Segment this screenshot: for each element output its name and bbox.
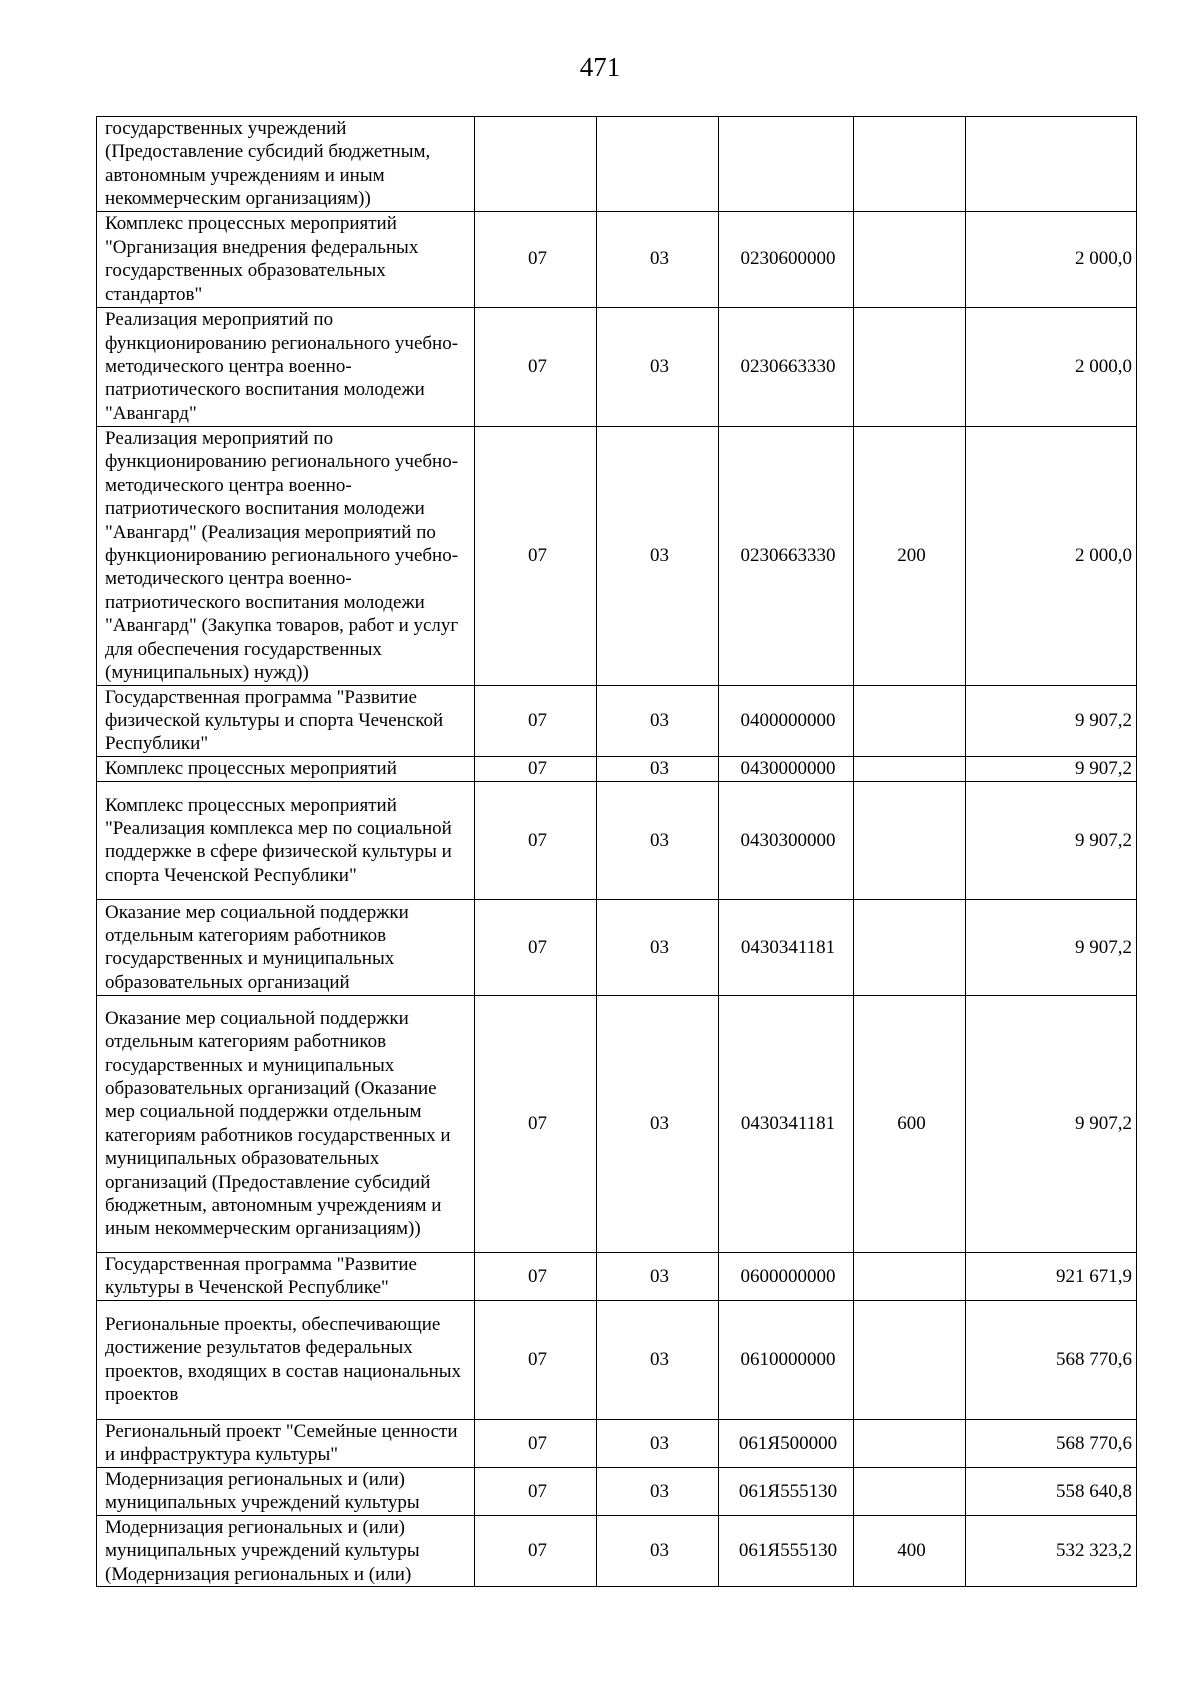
row-name: Реализация мероприятий по функционированию регионального учебно-методического центра военно-патриотического воспитания молодежи "Авангард" (Реализация мероприятий по функционированию регионального учебно-методического центра военно-патриотического воспитания молодежи "Авангард" (Закупка товаров, работ и услуг для обеспечения государственных (муниципальных) нужд)) — [97, 426, 475, 685]
row-kind: 200 — [854, 426, 966, 685]
row-subsection: 03 — [597, 1467, 719, 1515]
row-name: Оказание мер социальной поддержки отдельным категориям работников государственных и муниципальных образовательных организаций (Оказание мер социальной поддержки отдельным категориям работников государственных и муниципальных образовательных организаций (Предоставление субсидий бюджетным, автономным учреждениям и иным некоммерческим организациям)) — [97, 995, 475, 1252]
row-amount: 2 000,0 — [966, 307, 1137, 426]
row-code: 061Я500000 — [719, 1419, 854, 1467]
table-row — [97, 1252, 1137, 1300]
row-section: 07 — [475, 307, 597, 426]
row-code: 0430300000 — [719, 781, 854, 899]
row-amount: 9 907,2 — [966, 781, 1137, 899]
row-subsection: 03 — [597, 995, 719, 1252]
row-amount — [966, 117, 1137, 212]
row-name: Комплекс процессных мероприятий "Организация внедрения федеральных государственных образовательных стандартов" — [97, 211, 475, 307]
row-section: 07 — [475, 781, 597, 899]
row-amount: 568 770,6 — [966, 1300, 1137, 1419]
table-row — [97, 685, 1137, 756]
row-subsection: 03 — [597, 426, 719, 685]
row-subsection: 03 — [597, 211, 719, 307]
row-code: 061Я555130 — [719, 1515, 854, 1586]
row-code: 061Я555130 — [719, 1467, 854, 1515]
row-amount: 532 323,2 — [966, 1515, 1137, 1586]
table-row — [97, 1515, 1137, 1586]
row-code: 0430341181 — [719, 899, 854, 995]
row-name: Оказание мер социальной поддержки отдельным категориям работников государственных и муниципальных образовательных организаций — [97, 899, 475, 995]
row-subsection: 03 — [597, 1300, 719, 1419]
row-code: 0430341181 — [719, 995, 854, 1252]
row-section: 07 — [475, 1252, 597, 1300]
row-kind — [854, 685, 966, 756]
row-kind — [854, 307, 966, 426]
row-subsection: 03 — [597, 899, 719, 995]
row-amount: 2 000,0 — [966, 426, 1137, 685]
row-subsection: 03 — [597, 685, 719, 756]
page-number: 471 — [579, 52, 621, 82]
row-name: Государственная программа "Развитие физической культуры и спорта Чеченской Республики" — [97, 685, 475, 756]
row-subsection — [597, 117, 719, 212]
row-section — [475, 117, 597, 212]
table-row — [97, 995, 1137, 1252]
row-amount: 9 907,2 — [966, 756, 1137, 781]
row-code: 0600000000 — [719, 1252, 854, 1300]
row-name: Реализация мероприятий по функционированию регионального учебно-методического центра военно-патриотического воспитания молодежи "Авангард" — [97, 307, 475, 426]
row-kind: 600 — [854, 995, 966, 1252]
row-kind — [854, 1252, 966, 1300]
row-code: 0230663330 — [719, 307, 854, 426]
row-name: Модернизация региональных и (или) муниципальных учреждений культуры — [97, 1467, 475, 1515]
row-subsection: 03 — [597, 1515, 719, 1586]
table-row — [97, 211, 1137, 307]
row-kind — [854, 211, 966, 307]
row-name: Комплекс процессных мероприятий "Реализация комплекса мер по социальной поддержке в сфере физической культуры и спорта Чеченской Республики" — [97, 781, 475, 899]
row-name: Региональные проекты, обеспечивающие достижение результатов федеральных проектов, входящих в состав национальных проектов — [97, 1300, 475, 1419]
row-section: 07 — [475, 1467, 597, 1515]
row-kind: 400 — [854, 1515, 966, 1586]
row-name: Государственная программа "Развитие культуры в Чеченской Республике" — [97, 1252, 475, 1300]
row-amount: 921 671,9 — [966, 1252, 1137, 1300]
table-row — [97, 756, 1137, 781]
row-kind — [854, 117, 966, 212]
table-row — [97, 307, 1137, 426]
row-section: 07 — [475, 995, 597, 1252]
row-code: 0610000000 — [719, 1300, 854, 1419]
row-amount: 558 640,8 — [966, 1467, 1137, 1515]
row-section: 07 — [475, 1300, 597, 1419]
row-kind — [854, 756, 966, 781]
row-code: 0230600000 — [719, 211, 854, 307]
row-name: Модернизация региональных и (или) муниципальных учреждений культуры (Модернизация региональных и (или) — [97, 1515, 475, 1586]
row-kind — [854, 1467, 966, 1515]
row-subsection: 03 — [597, 756, 719, 781]
row-subsection: 03 — [597, 1252, 719, 1300]
row-amount: 9 907,2 — [966, 899, 1137, 995]
row-subsection: 03 — [597, 307, 719, 426]
table-row — [97, 899, 1137, 995]
row-section: 07 — [475, 1419, 597, 1467]
table-row — [97, 1467, 1137, 1515]
row-section: 07 — [475, 899, 597, 995]
row-name: государственных учреждений (Предоставление субсидий бюджетным, автономным учреждениям и иным некоммерческим организациям)) — [97, 117, 475, 212]
table-row — [97, 1419, 1137, 1467]
table-row — [97, 426, 1137, 685]
table-row — [97, 1300, 1137, 1419]
row-section: 07 — [475, 685, 597, 756]
row-name: Комплекс процессных мероприятий — [97, 756, 475, 781]
row-kind — [854, 899, 966, 995]
row-amount: 568 770,6 — [966, 1419, 1137, 1467]
row-code — [719, 117, 854, 212]
row-code: 0400000000 — [719, 685, 854, 756]
row-subsection: 03 — [597, 1419, 719, 1467]
row-kind — [854, 1419, 966, 1467]
row-name: Региональный проект "Семейные ценности и инфраструктура культуры" — [97, 1419, 475, 1467]
row-kind — [854, 1300, 966, 1419]
row-section: 07 — [475, 426, 597, 685]
budget-table — [96, 116, 1137, 1587]
row-code: 0430000000 — [719, 756, 854, 781]
row-code: 0230663330 — [719, 426, 854, 685]
row-amount: 2 000,0 — [966, 211, 1137, 307]
row-section: 07 — [475, 1515, 597, 1586]
row-amount: 9 907,2 — [966, 685, 1137, 756]
table-row — [97, 781, 1137, 899]
row-amount: 9 907,2 — [966, 995, 1137, 1252]
table-row — [97, 117, 1137, 212]
row-kind — [854, 781, 966, 899]
row-subsection: 03 — [597, 781, 719, 899]
row-section: 07 — [475, 211, 597, 307]
row-section: 07 — [475, 756, 597, 781]
